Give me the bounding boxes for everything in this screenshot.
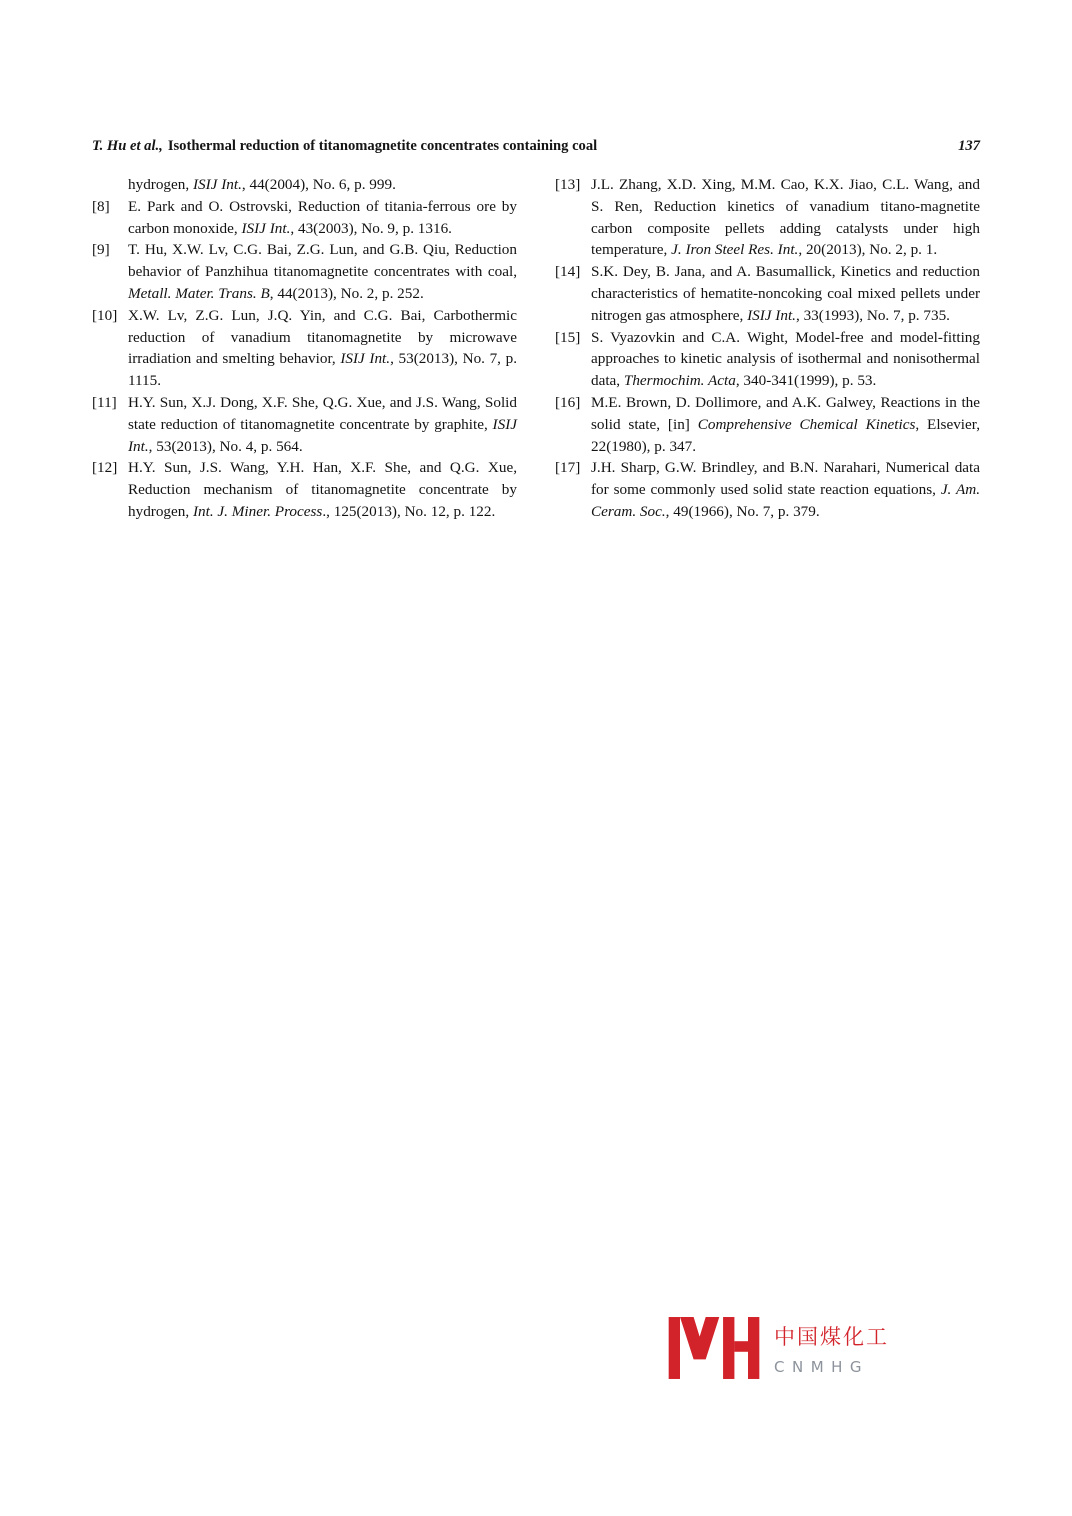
references-column-left <box>92 174 517 523</box>
reference-item <box>92 305 517 392</box>
reference-item <box>92 392 517 457</box>
reference-item <box>92 196 517 240</box>
cnmhg-logo-icon <box>668 1314 760 1382</box>
references-section <box>92 174 980 523</box>
reference-item <box>555 457 980 522</box>
reference-text: S.K. Dey, B. Jana, and A. Basumallick, Kinetics and reduction characteristics of hematite-noncoking coal mixed pellets under nitrogen gas atmosphere, ISIJ Int., 33(1993), No. 7, p. 735. <box>591 263 980 324</box>
reference-text: J.H. Sharp, G.W. Brindley, and B.N. Narahari, Numerical data for some commonly used solid state reaction equations, J. Am. Ceram. Soc., 49(1966), No. 7, p. 379. <box>591 459 980 520</box>
reference-number: [8] <box>92 197 110 215</box>
reference-number: [17] <box>555 459 581 477</box>
reference-text: X.W. Lv, Z.G. Lun, J.Q. Yin, and C.G. Bai, Carbothermic reduction of vanadium titanomagnetite by microwave irradiation and smelting behavior, ISIJ Int., 53(2013), No. 7, p. 1115. <box>128 306 517 390</box>
reference-item <box>92 174 517 196</box>
reference-item <box>555 174 980 261</box>
reference-text: T. Hu, X.W. Lv, C.G. Bai, Z.G. Lun, and G.B. Qiu, Reduction behavior of Panzhihua titanomagnetite concentrates with coal, Metall. Mater. Trans. B, 44(2013), No. 2, p. 252. <box>128 241 517 302</box>
logo-chinese-text: 中国煤化工 <box>774 1324 889 1349</box>
reference-text: H.Y. Sun, J.S. Wang, Y.H. Han, X.F. She, and Q.G. Xue, Reduction mechanism of titanomagnetite concentrate by hydrogen, Int. J. Miner. Process., 125(2013), No. 12, p. 122. <box>128 459 517 520</box>
reference-text: H.Y. Sun, X.J. Dong, X.F. She, Q.G. Xue, and J.S. Wang, Solid state reduction of titanomagnetite concentrate by graphite, ISIJ Int., 53(2013), No. 4, p. 564. <box>128 393 517 455</box>
reference-item <box>92 239 517 304</box>
reference-text: M.E. Brown, D. Dollimore, and A.K. Galwey, Reactions in the solid state, [in] Comprehensive Chemical Kinetics, Elsevier, 22(1980), p. 347. <box>591 393 980 455</box>
reference-number: [11] <box>92 393 117 411</box>
reference-number: [9] <box>92 241 110 259</box>
header-authors: T. Hu et al., <box>92 138 163 154</box>
reference-text: S. Vyazovkin and C.A. Wight, Model-free and model-fitting approaches to kinetic analysis of isothermal and nonisothermal data, Thermochim. Acta, 340-341(1999), p. 53. <box>591 328 980 390</box>
page-number: 137 <box>958 138 980 154</box>
reference-text: J.L. Zhang, X.D. Xing, M.M. Cao, K.X. Jiao, C.L. Wang, and S. Ren, Reduction kinetics of vanadium titano-magnetite carbon composite pellets adding catalysts under high temperature, J. Iron Steel Res. Int., 20(2013), No. 2, p. 1. <box>591 176 980 259</box>
reference-text: E. Park and O. Ostrovski, Reduction of titania-ferrous ore by carbon monoxide, ISIJ Int., 43(2003), No. 9, p. 1316. <box>128 197 517 237</box>
logo-latin-text: CNMHG <box>774 1357 870 1376</box>
reference-item <box>555 261 980 326</box>
reference-item <box>555 327 980 392</box>
publisher-logo-text <box>774 1321 889 1376</box>
reference-text: hydrogen, ISIJ Int., 44(2004), No. 6, p. 999. <box>128 176 396 193</box>
reference-item <box>92 457 517 522</box>
reference-number: [12] <box>92 459 118 477</box>
running-header <box>92 138 980 155</box>
publisher-logo <box>668 1314 889 1382</box>
reference-number: [16] <box>555 393 581 411</box>
reference-number: [10] <box>92 306 118 324</box>
header-title: Isothermal reduction of titanomagnetite concentrates containing coal <box>167 138 598 154</box>
header-left <box>92 138 597 155</box>
references-column-right <box>555 174 980 523</box>
reference-number: [15] <box>555 328 581 346</box>
reference-number: [13] <box>555 176 581 193</box>
reference-number: [14] <box>555 263 581 281</box>
reference-item <box>555 392 980 457</box>
